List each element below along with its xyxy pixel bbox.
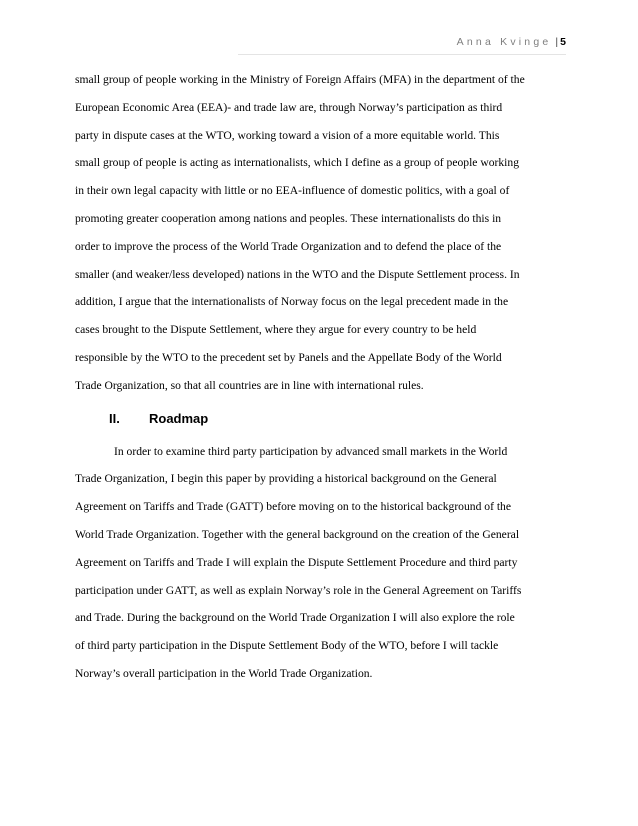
text-line: smaller (and weaker/less developed) nations in the WTO and the Dispute Settlement process. In (75, 267, 520, 281)
header-rule (238, 54, 566, 55)
section-title: Roadmap (149, 410, 209, 426)
section-heading (75, 400, 565, 438)
text-line: World Trade Organization. Together with the general background on the creation of the General (75, 527, 520, 541)
page-body (75, 66, 565, 688)
paragraph-roadmap (75, 438, 565, 688)
header-author: Anna Kvinge (456, 36, 552, 48)
text-line: cases brought to the Dispute Settlement, where they argue for every country to be held (75, 323, 477, 337)
text-line: Trade Organization, so that all countries are in line with international rules. (75, 378, 424, 392)
text-line: addition, I argue that the internationalists of Norway focus on the legal precedent made in the (75, 295, 509, 309)
text-line: Norway’s overall participation in the World Trade Organization. (75, 666, 373, 680)
section-numeral: II. (109, 410, 120, 426)
page-header (457, 36, 566, 48)
text-line: promoting greater cooperation among nations and peoples. These internationalists do this in (75, 211, 502, 225)
header-separator: | (555, 36, 559, 48)
text-line: small group of people working in the Ministry of Foreign Affairs (MFA) in the department of the (75, 73, 525, 86)
paragraph-intro-continued (75, 66, 565, 400)
text-line: In order to examine third party participation by advanced small markets in the World (114, 444, 508, 458)
page-number: 5 (560, 36, 566, 48)
text-line: Trade Organization, I begin this paper by providing a historical background on the General (75, 472, 497, 486)
text-line: responsible by the WTO to the precedent set by Panels and the Appellate Body of the World (75, 350, 502, 364)
text-line: and Trade. During the background on the World Trade Organization I will also explore the role (75, 611, 515, 625)
text-line: order to improve the process of the World Trade Organization and to defend the place of the (75, 239, 502, 253)
text-line: of third party participation in the Dispute Settlement Body of the WTO, before I will tackle (75, 639, 499, 653)
text-line: European Economic Area (EEA)- and trade law are, through Norway’s participation as third (75, 100, 503, 114)
text-line: in their own legal capacity with little or no EEA-influence of domestic politics, with a goal of (75, 184, 510, 198)
text-line: Agreement on Tariffs and Trade (GATT) before moving on to the historical background of the (75, 500, 511, 514)
text-line: Agreement on Tariffs and Trade I will explain the Dispute Settlement Procedure and third party (75, 555, 518, 569)
text-line: small group of people is acting as internationalists, which I define as a group of people working (75, 156, 519, 170)
text-line: participation under GATT, as well as explain Norway’s role in the General Agreement on Tariffs (75, 583, 522, 597)
text-line: party in dispute cases at the WTO, working toward a vision of a more equitable world. This (75, 128, 500, 142)
